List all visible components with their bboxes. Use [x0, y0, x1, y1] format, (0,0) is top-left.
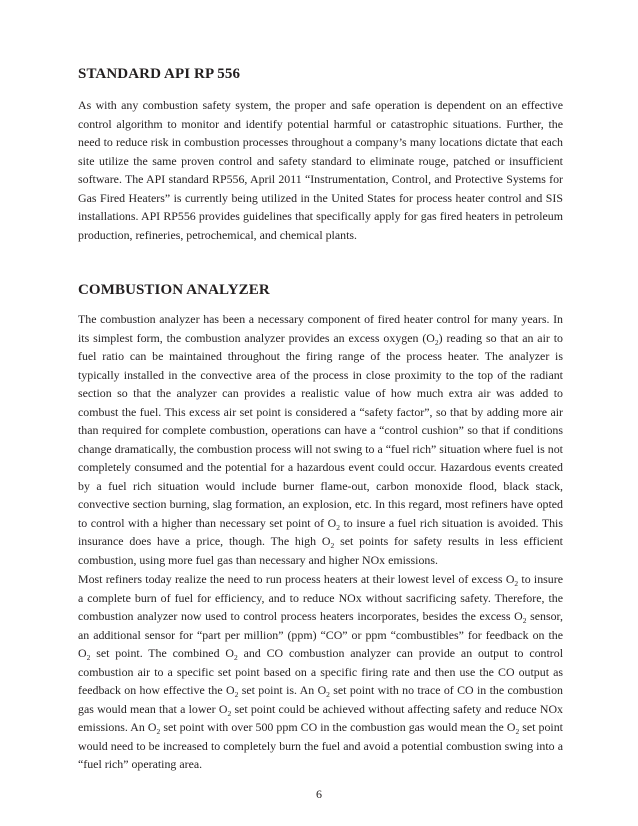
subscript-2: 2 — [330, 541, 335, 550]
subscript-2: 2 — [234, 690, 239, 699]
page-number: 6 — [316, 787, 322, 801]
subscript-2: 2 — [86, 653, 91, 662]
subscript-2: 2 — [434, 337, 439, 347]
paragraph-combustion-analyzer-1: The combustion analyzer has been a necessary component of fired heater control for many years. In its simplest form, the combustion analyzer provides an excess oxygen $(O_2)$ reading so that an air to fuel ratio can be maintained throughout the firing range of the process heater. The analyzer is typically installed in the convective area of the process in close proximity to the top of the radiant section so that the analyzer can provides a realistic value of how much extra air was added to combust the fuel. This excess air set point is considered a “safety factor”, so that by adding more air than required for complete combustion, operations can have a “control cushion” so that if conditions change dramatically, the combustion process will not swing to a “fuel rich” situation where fuel is not completely consumed and the potential for a hazardous event could occur. Hazardous events created by a fuel rich situation would include burner flame-out, carbon monoxide flood, black stack, convective section burning, slag formation, an explosion, etc. In this regard, most refiners have opted to control with a higher than necessary set point of $O_2$ to insure a fuel rich situation is avoided. This insurance does have a price, though. The high $O_2$ set points for safety results in less efficient combustion, using more fuel gas than necessary and higher NOx emissions. — [78, 312, 563, 567]
section-heading-combustion-analyzer: COMBUSTION ANALYZER — [78, 282, 270, 298]
subscript-2: 2 — [326, 690, 330, 699]
subscript-2: 2 — [515, 727, 520, 736]
paragraph-combustion-analyzer-2: Most refiners today realize the need to run process heaters at their lowest level of excess $O_2$ to insure a complete burn of fuel for efficiency, and to reduce NOx without sacrificing safety. Therefore, the combustion analyzer now used to control process heaters incorporates, besides the excess $O_2$ sensor, an additional sensor for “part per million” (ppm) “CO” or ppm “combustibles” for feedback on the $O_2$ set point. The combined $O_2$ and CO combustion analyzer can provide an output to control combustion air to a specific set point based on a specific firing rate and then use the CO output as feedback on how effective the $O_2$ set point is. An $O_2$ set point with no trace of CO in the combustion gas would mean that a lower $O_2$ set point could be achieved without affecting safety and reduce NOx emissions. An $O_2$ set point with over 500 ppm CO in the combustion gas would mean the $O_2$ set point would need to be increased to completely burn the fuel and avoid a potential combustion swing into a “fuel rich” operating area. — [78, 572, 563, 771]
paragraph-standard-api: As with any combustion safety system, the proper and safe operation is dependent on an effective control algorithm to monitor and identify potential harmful or catastrophic situations. Further, the need to reduce risk in combustion processes throughout a company’s many locations dictate that each site utilize the same proven control and safety standard to eliminate rouge, patched or insufficient software. The API standard RP556, April 2011 “Instrumentation, Control, and Protective Systems for Gas Fired Heaters” is currently being utilized in the United States for process heater control and SIS installations. API RP556 provides guidelines that specifically apply for gas fired heaters in petroleum production, refineries, petrochemical, and chemical plants. — [78, 98, 563, 242]
section-heading-standard-api: STANDARD API RP 556 — [78, 66, 241, 82]
subscript-2: 2 — [514, 579, 519, 588]
subscript-2: 2 — [522, 616, 527, 625]
subscript-2: 2 — [227, 708, 232, 718]
subscript-2: 2 — [336, 522, 340, 532]
subscript-2: 2 — [233, 653, 238, 662]
subscript-2: 2 — [156, 727, 161, 736]
